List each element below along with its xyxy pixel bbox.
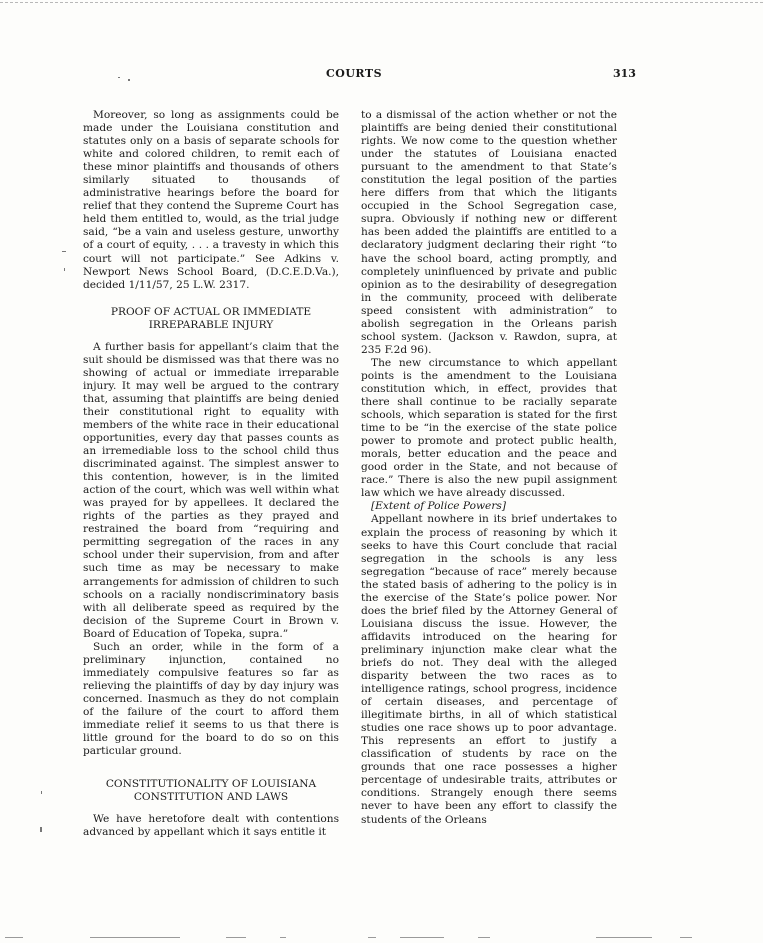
subheading-extent-of-police-powers: [Extent of Police Powers] [371,500,506,513]
left-column [83,109,339,839]
section-heading-proof-of-injury [83,306,339,332]
scan-mark [596,937,652,938]
left-paragraph-1: Moreover, so long as assignments could be made under the Louisiana constitution and statutes only on a basis of separate schools for white and colored children, to remit each of these minor plaintiffs and thousands of others similarly situated to thousands of administrative hearings before the board for relief that they contend the Supreme Court has held them entitled to, would, as the trial judge said, “be a vain and useless gesture, unworthy of a court of equity, . . . a travesty in which this court will not participate.” See Adkins v. Newport News School Board, (D.C.E.D.Va.), decided 1/11/57, 25 L.W. 2317. [83,109,339,291]
left-paragraph-4: We have heretofore dealt with contentions advanced by appellant which it says entitle it [83,813,339,839]
heading-line: IRREPARABLE INJURY [148,318,274,331]
scan-mark [478,937,490,938]
speck [118,77,120,78]
speck [40,827,42,832]
right-paragraph-2: The new circumstance to which appellant points is the amendment to the Louisiana constitution which, in effect, provides that there shall continue to be racially separate schools, which separation is stated for the first time to be “in the exercise of the state police power to promote and protect public health, morals, better education and the peace and good order in the State, and not because of race.” There is also the new pupil assignment law which we have already discussed. [361,356,617,500]
scan-mark [280,937,286,938]
top-scan-rule [0,2,763,3]
heading-line: CONSTITUTIONALITY OF LOUISIANA [105,778,317,791]
speck [41,791,42,794]
running-header-title: COURTS [326,67,383,80]
scan-mark [400,937,444,938]
page-number: 313 [613,67,636,80]
scan-mark [368,937,376,938]
heading-line: CONSTITUTION AND LAWS [133,791,289,804]
right-column [361,109,617,827]
scan-mark [680,937,692,938]
speck [128,79,130,81]
speck [64,268,65,271]
scan-mark [226,937,246,938]
scan-mark [5,937,23,938]
heading-line: PROOF OF ACTUAL OR IMMEDIATE [110,305,312,318]
right-paragraph-3: Appellant nowhere in its brief undertakes to explain the process of reasoning by which it seeks to have this Court conclude that racial segregation in the schools is any less segregation “because of race” merely because the stated basis of adhering to the policy is in the exercise of the State’s police power. Nor does the brief filed by the Attorney General of Louisiana discuss the issue. However, the affidavits introduced on the hearing for preliminary injunction make clear what the briefs do not. They deal with the alleged disparity between the two races as to intelligence ratings, school progress, incidence of certain diseases, and percentage of illegitimate births, in all of which statistical studies one race shows up to poor advantage. This represents an effort to justify a classification of students by race on the grounds that one race possesses a higher percentage of undesirable traits, attributes or conditions. Strangely enough there seems never to have been any effort to classify the students of the Orleans [361,513,617,826]
scan-mark [90,937,180,938]
left-paragraph-3: Such an order, while in the form of a preliminary injunction, contained no immediately compulsive features so far as relieving the plaintiffs of day by day injury was concerned. Inasmuch as they do not complain of the failure of the court to afford them immediate relief it seems to us that there is little ground for the board to do so on this particular ground. [83,640,339,758]
speck [62,251,66,252]
section-heading-constitutionality [83,778,339,804]
right-paragraph-1: to a dismissal of the action whether or not the plaintiffs are being denied their constitutional rights. We now come to the question whether under the statutes of Louisiana enacted pursuant to the amendment to that State’s constitution the legal position of the parties here differs from that which the litigants occupied in the School Segregation case, supra. Obviously if nothing new or different has been added the plaintiffs are entitled to a declaratory judgment declaring their right “to have the school board, acting promptly, and completely uninfluenced by private and public opinion as to the desirability of desegregation in the community, proceed with deliberate speed consistent with administration” to abolish segregation in the Orleans parish school system. (Jackson v. Rawdon, supra, at 235 F.2d 96). [361,109,617,356]
left-paragraph-2: A further basis for appellant’s claim that the suit should be dismissed was that there was no showing of actual or immediate irreparable injury. It may well be argued to the contrary that, assuming that plaintiffs are being denied their constitutional right to equality with members of the white race in their educational opportunities, every day that passes counts as an irremediable loss to the school child thus discriminated against. The simplest answer to this contention, however, is in the limited action of the court, which was well within what was prayed for by appellees. It declared the rights of the parties as they prayed and restrained the board from “requiring and permitting segregation of the races in any school under their supervision, from and after such time as may be necessary to make arrangements for admission of children to such schools on a racially nondiscriminatory basis with all deliberate speed as required by the decision of the Supreme Court in Brown v. Board of Education of Topeka, supra.” [83,340,339,640]
